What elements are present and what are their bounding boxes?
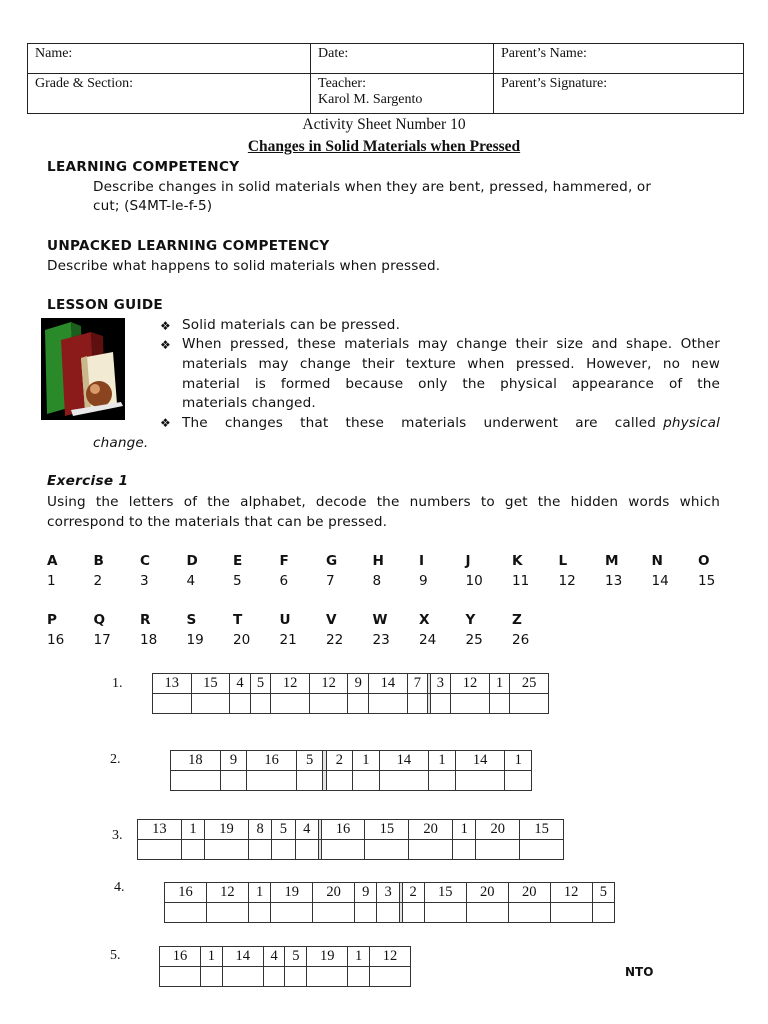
- code-number-cell: 4: [230, 674, 251, 694]
- answer-cell[interactable]: [296, 771, 322, 791]
- answer-cell[interactable]: [230, 694, 251, 714]
- code-number-cell: 1: [489, 674, 510, 694]
- alphabet-number: 9: [419, 573, 428, 589]
- alphabet-number: 11: [512, 573, 530, 589]
- alphabet-letter: W: [372, 612, 388, 628]
- alphabet-letter: T: [233, 612, 243, 628]
- alphabet-letter: A: [47, 553, 58, 569]
- alphabet-number: 5: [233, 573, 242, 589]
- code-number-cell: 4: [263, 947, 285, 967]
- code-number-cell: 14: [379, 751, 429, 771]
- code-number-cell: 5: [592, 883, 614, 903]
- answer-cell[interactable]: [348, 967, 370, 987]
- code-number-cell: 5: [250, 674, 271, 694]
- code-number-cell: 9: [220, 751, 246, 771]
- code-number-cell: 5: [285, 947, 307, 967]
- bullet-icon: ❖: [160, 319, 171, 333]
- answer-cell[interactable]: [365, 840, 409, 860]
- answer-cell[interactable]: [424, 903, 466, 923]
- code-number-cell: 8: [248, 820, 271, 840]
- alphabet-letter: H: [372, 553, 384, 569]
- code-number-cell: 20: [476, 820, 520, 840]
- code-number-cell: 2: [402, 883, 424, 903]
- alphabet-number: 15: [698, 573, 716, 589]
- parent-signature-cell: [494, 74, 744, 114]
- bullet2-line1: When pressed, these materials may change their size and shape. Other: [182, 336, 720, 352]
- alphabet-number: 1: [47, 573, 56, 589]
- unpacked-text: Describe what happens to solid materials when pressed.: [47, 258, 441, 274]
- activity-title: Activity Sheet Number 10: [302, 116, 466, 133]
- answer-cell[interactable]: [377, 903, 399, 923]
- alphabet-number: 13: [605, 573, 623, 589]
- alphabet-number: 21: [279, 632, 297, 648]
- alphabet-letter: I: [419, 553, 425, 569]
- alphabet-letter: E: [233, 553, 243, 569]
- answer-cell[interactable]: [220, 771, 246, 791]
- bullet3-line1: [182, 415, 720, 431]
- grade-cell: [28, 74, 311, 114]
- alphabet-letter: G: [326, 553, 338, 569]
- alphabet-number: 6: [279, 573, 289, 589]
- alphabet-letter: X: [419, 612, 430, 628]
- answer-cell[interactable]: [369, 694, 408, 714]
- answer-cell[interactable]: [355, 903, 377, 923]
- answer-cell[interactable]: [153, 694, 192, 714]
- answer-cell[interactable]: [285, 967, 307, 987]
- alphabet-number: 14: [651, 573, 669, 589]
- alphabet-number: 22: [326, 632, 344, 648]
- puzzle-number: 3.: [112, 828, 123, 843]
- code-number-cell: 16: [165, 883, 207, 903]
- bullet3-italic: physical: [663, 415, 720, 431]
- alphabet-number: 12: [558, 573, 576, 589]
- answer-cell[interactable]: [430, 694, 451, 714]
- alphabet-letter: B: [93, 553, 104, 569]
- code-number-cell: 20: [409, 820, 453, 840]
- bullet3-line2: change.: [93, 435, 149, 451]
- alphabet-letter: D: [186, 553, 198, 569]
- alphabet-letter: O: [698, 553, 710, 569]
- code-number-cell: 13: [138, 820, 182, 840]
- alphabet-letter: L: [558, 553, 568, 569]
- code-number-cell: 2: [326, 751, 352, 771]
- teacher-name: Karol M. Sargento: [318, 92, 423, 107]
- parent-name-label: Parent’s Name:: [501, 46, 587, 61]
- code-number-cell: 12: [370, 947, 411, 967]
- code-number-cell: 20: [466, 883, 508, 903]
- date-label: Date:: [318, 46, 349, 61]
- code-number-cell: 14: [455, 751, 505, 771]
- parent-signature-label: Parent’s Signature:: [501, 76, 608, 91]
- code-number-cell: 15: [424, 883, 466, 903]
- alphabet-letter: M: [605, 553, 619, 569]
- alphabet-letter: R: [140, 612, 151, 628]
- code-number-cell: 15: [191, 674, 230, 694]
- code-number-cell: 1: [200, 947, 222, 967]
- code-number-cell: 12: [271, 674, 310, 694]
- parent-name-cell: [494, 44, 744, 74]
- code-number-cell: 12: [309, 674, 348, 694]
- code-number-cell: 7: [407, 674, 428, 694]
- code-number-cell: 14: [369, 674, 408, 694]
- code-number-cell: 1: [181, 820, 204, 840]
- code-number-cell: 12: [451, 674, 490, 694]
- answer-cell[interactable]: [248, 903, 270, 923]
- answer-cell[interactable]: [271, 694, 310, 714]
- answer-cell[interactable]: [205, 840, 249, 860]
- answer-cell[interactable]: [160, 967, 201, 987]
- answer-cell[interactable]: [263, 967, 285, 987]
- code-number-cell: 13: [153, 674, 192, 694]
- date-cell: [311, 44, 494, 74]
- alphabet-number: 24: [419, 632, 437, 648]
- code-number-cell: 16: [321, 820, 365, 840]
- code-number-cell: 1: [505, 751, 532, 771]
- answer-cell[interactable]: [247, 771, 297, 791]
- code-number-cell: 20: [508, 883, 550, 903]
- answer-cell[interactable]: [489, 694, 510, 714]
- learning-competency-line2: cut; (S4MT-le-f-5): [93, 198, 213, 214]
- answer-cell[interactable]: [370, 967, 411, 987]
- alphabet-letter: N: [651, 553, 663, 569]
- answer-cell[interactable]: [505, 771, 532, 791]
- puzzle-number: 2.: [110, 752, 121, 767]
- alphabet-number: 8: [372, 573, 382, 589]
- name-label: Name:: [35, 46, 73, 61]
- alphabet-number: 3: [140, 573, 149, 589]
- code-number-cell: 16: [247, 751, 297, 771]
- alphabet-number: 19: [186, 632, 204, 648]
- alphabet-number: 23: [372, 632, 390, 648]
- header-table: [27, 43, 744, 114]
- code-number-cell: 1: [248, 883, 270, 903]
- answer-cell[interactable]: [592, 903, 614, 923]
- code-number-cell: 4: [295, 820, 318, 840]
- code-number-cell: 18: [171, 751, 221, 771]
- code-number-cell: 1: [429, 751, 455, 771]
- code-number-cell: 16: [160, 947, 201, 967]
- answer-cell[interactable]: [206, 903, 248, 923]
- bullet-icon: ❖: [160, 338, 171, 352]
- exercise-line1: Using the letters of the alphabet, decode the numbers to get the hidden words which: [47, 494, 720, 510]
- lesson-guide-heading: LESSON GUIDE: [47, 297, 164, 313]
- answer-cell[interactable]: [476, 840, 520, 860]
- bullet2-line3: material is formed because only the physical appearance of the: [182, 376, 720, 392]
- answer-cell[interactable]: [379, 771, 429, 791]
- puzzle-grid: [170, 750, 532, 791]
- alphabet-number: 10: [465, 573, 483, 589]
- answer-cell[interactable]: [409, 840, 453, 860]
- alphabet-number: 25: [465, 632, 483, 648]
- code-number-cell: 3: [377, 883, 399, 903]
- alphabet-letter: P: [47, 612, 57, 628]
- puzzle-number: 5.: [110, 948, 121, 963]
- answer-cell[interactable]: [451, 694, 490, 714]
- code-number-cell: 9: [355, 883, 377, 903]
- bullet2-line2: materials may change their texture when pressed. However, no new: [182, 356, 720, 372]
- answer-cell[interactable]: [309, 694, 348, 714]
- answer-cell[interactable]: [191, 694, 230, 714]
- answer-cell[interactable]: [466, 903, 508, 923]
- code-number-cell: 15: [365, 820, 409, 840]
- bullet1-text: Solid materials can be pressed.: [182, 317, 401, 333]
- alphabet-letter: V: [326, 612, 337, 628]
- answer-cell[interactable]: [508, 903, 550, 923]
- alphabet-letter: Y: [465, 612, 476, 628]
- book-image: [41, 318, 125, 420]
- alphabet-number: 20: [233, 632, 251, 648]
- exercise-line2: correspond to the materials that can be pressed.: [47, 514, 388, 530]
- code-number-cell: 19: [271, 883, 313, 903]
- code-number-cell: 1: [348, 947, 370, 967]
- answer-cell[interactable]: [407, 694, 428, 714]
- lesson-title: Changes in Solid Materials when Pressed: [247, 138, 521, 155]
- answer-cell[interactable]: [510, 694, 549, 714]
- answer-cell[interactable]: [348, 694, 369, 714]
- puzzle-grid: [164, 882, 615, 923]
- alphabet-letter: C: [140, 553, 150, 569]
- learning-competency-line1: Describe changes in solid materials when they are bent, pressed, hammered, or: [93, 179, 652, 195]
- code-number-cell: 14: [222, 947, 263, 967]
- answer-cell[interactable]: [326, 771, 352, 791]
- code-number-cell: 1: [453, 820, 476, 840]
- puzzle-grid: [152, 673, 549, 714]
- alphabet-letter: S: [186, 612, 197, 628]
- bullet-icon: ❖: [160, 416, 171, 430]
- code-number-cell: 25: [510, 674, 549, 694]
- puzzle-grid: [137, 819, 564, 860]
- exercise-heading: Exercise 1: [47, 473, 129, 489]
- answer-cell[interactable]: [550, 903, 592, 923]
- alphabet-number: 18: [140, 632, 158, 648]
- answer-cell[interactable]: [250, 694, 271, 714]
- answer-cell[interactable]: [402, 903, 424, 923]
- alphabet-number: 4: [186, 573, 196, 589]
- alphabet-number: 2: [93, 573, 103, 589]
- answer-cell[interactable]: [165, 903, 207, 923]
- answer-cell[interactable]: [429, 771, 455, 791]
- code-number-cell: 15: [520, 820, 564, 840]
- answer-cell[interactable]: [455, 771, 505, 791]
- alphabet-number: 16: [47, 632, 65, 648]
- code-number-cell: 1: [353, 751, 379, 771]
- grade-label: Grade & Section:: [35, 76, 133, 91]
- answer-cell[interactable]: [138, 840, 182, 860]
- alphabet-letter: J: [465, 553, 471, 569]
- puzzle-number: 4.: [114, 880, 125, 895]
- bullet3-text: The changes that these materials underwent are called: [182, 415, 657, 431]
- code-number-cell: 9: [348, 674, 369, 694]
- code-number-cell: 12: [206, 883, 248, 903]
- answer-cell[interactable]: [321, 840, 365, 860]
- code-number-cell: 12: [550, 883, 592, 903]
- answer-cell[interactable]: [222, 967, 263, 987]
- name-cell: [28, 44, 311, 74]
- code-number-cell: 19: [307, 947, 348, 967]
- code-number-cell: 5: [272, 820, 295, 840]
- answer-cell[interactable]: [520, 840, 564, 860]
- unpacked-heading: UNPACKED LEARNING COMPETENCY: [47, 238, 330, 254]
- alphabet-number: 7: [326, 573, 335, 589]
- alphabet-number: 26: [512, 632, 530, 648]
- answer-cell[interactable]: [271, 903, 313, 923]
- answer-cell[interactable]: [181, 840, 204, 860]
- answer-cell[interactable]: [453, 840, 476, 860]
- footer-mark: NTO: [625, 965, 654, 979]
- answer-cell[interactable]: [272, 840, 295, 860]
- code-number-cell: 5: [296, 751, 322, 771]
- puzzle-number: 1.: [112, 676, 123, 691]
- code-number-cell: 19: [205, 820, 249, 840]
- alphabet-letter: F: [279, 553, 289, 569]
- answer-cell[interactable]: [295, 840, 318, 860]
- teacher-label: Teacher:: [318, 76, 366, 91]
- bullet2-line4: materials changed.: [182, 395, 316, 411]
- answer-cell[interactable]: [307, 967, 348, 987]
- alphabet-number: 17: [93, 632, 111, 648]
- answer-cell[interactable]: [171, 771, 221, 791]
- teacher-cell: [311, 74, 494, 114]
- alphabet-letter: K: [512, 553, 523, 569]
- alphabet-letter: U: [279, 612, 291, 628]
- alphabet-letter: Q: [93, 612, 106, 628]
- alphabet-letter: Z: [512, 612, 522, 628]
- puzzle-grid: [159, 946, 411, 987]
- answer-cell[interactable]: [200, 967, 222, 987]
- answer-cell[interactable]: [248, 840, 271, 860]
- learning-competency-heading: LEARNING COMPETENCY: [47, 159, 240, 175]
- code-number-cell: 3: [430, 674, 451, 694]
- answer-cell[interactable]: [313, 903, 355, 923]
- code-number-cell: 20: [313, 883, 355, 903]
- answer-cell[interactable]: [353, 771, 379, 791]
